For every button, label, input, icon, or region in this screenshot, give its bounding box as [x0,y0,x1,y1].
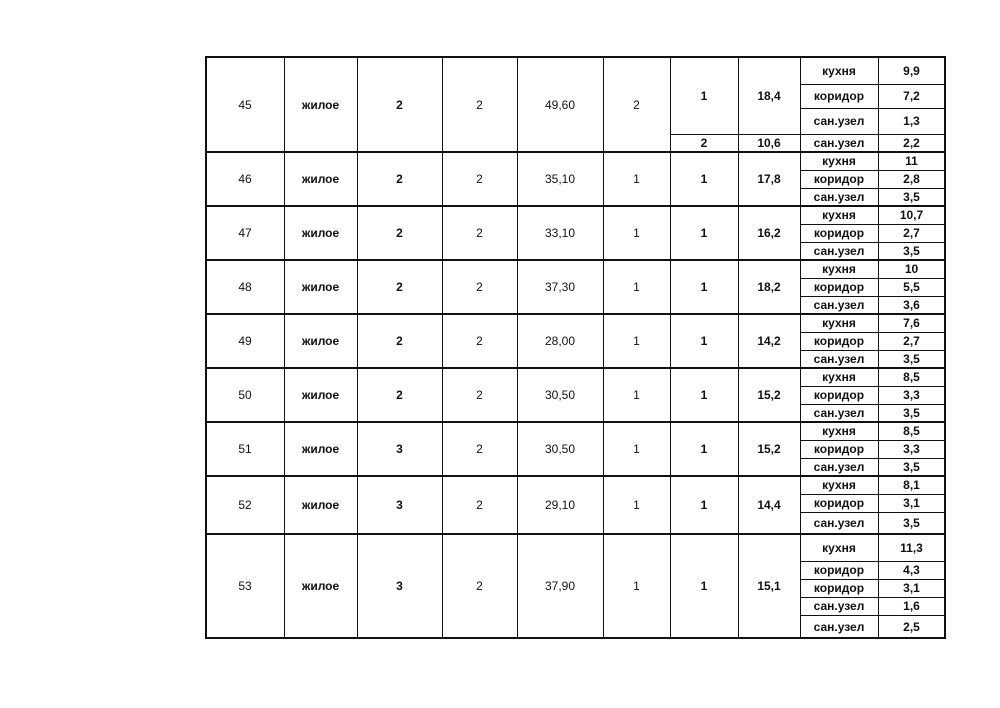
premises-type: жилое [301,226,340,240]
living-room-number: 1 [700,442,708,456]
living-room-area: 15,2 [757,388,781,402]
column-4-value: 2 [476,388,483,402]
aux-room-name: кухня [822,316,856,330]
aux-room-name: сан.узел [813,298,865,312]
aux-room-area: 3,5 [903,352,920,366]
floor-value: 3 [396,442,403,456]
apartment-number: 49 [238,334,252,348]
living-room-area: 14,2 [757,334,781,348]
aux-room-name: кухня [822,208,856,222]
aux-room-area: 7,2 [903,89,920,103]
aux-room-area: 1,3 [903,114,920,128]
column-4-value: 2 [476,226,483,240]
aux-room-area: 8,5 [903,370,920,384]
aux-room-name: кухня [822,262,856,276]
floor-value: 2 [396,388,403,402]
aux-room-name: сан.узел [813,352,865,366]
room-count: 1 [633,280,640,294]
aux-room-name: коридор [813,388,865,402]
living-room-number: 1 [700,388,708,402]
living-room-number: 1 [700,280,708,294]
aux-room-area: 2,8 [903,172,920,186]
aux-room-name: коридор [813,334,865,348]
aux-room-name: сан.узел [813,136,865,150]
aux-room-area: 3,1 [903,496,920,510]
total-area: 33,10 [544,226,576,240]
room-count: 1 [633,388,640,402]
premises-type: жилое [301,579,340,593]
column-4-value: 2 [476,579,483,593]
living-room-area: 17,8 [757,172,781,186]
aux-room-name: сан.узел [813,244,865,258]
apartment-number: 46 [238,172,252,186]
premises-type: жилое [301,280,340,294]
living-room-number: 1 [700,498,708,512]
aux-room-area: 3,5 [903,190,920,204]
aux-room-area: 11,3 [900,540,923,555]
aux-room-name: коридор [813,581,865,595]
aux-room-area: 10,7 [899,208,924,222]
living-room-area: 15,1 [757,579,781,593]
column-4-value: 2 [476,442,483,456]
floor-value: 2 [396,280,403,294]
aux-room-name: кухня [822,154,856,168]
premises-type: жилое [301,498,340,512]
aux-room-area: 2,2 [903,136,920,150]
living-room-area: 15,2 [757,442,781,456]
floor-value: 2 [396,172,403,186]
room-count: 2 [633,97,640,112]
floor-value: 2 [396,97,403,112]
aux-room-name: сан.узел [813,599,865,613]
aux-room-name: сан.узел [813,460,865,474]
room-count: 1 [633,172,640,186]
aux-room-area: 3,6 [903,298,920,312]
room-count: 1 [633,442,640,456]
living-room-number: 1 [700,334,708,348]
premises-type: жилое [301,172,340,186]
aux-room-area: 2,5 [903,619,920,634]
room-count: 1 [633,579,640,593]
aux-room-name: кухня [822,370,856,384]
aux-room-area: 3,3 [903,442,920,456]
aux-room-area: 3,3 [903,388,920,402]
premises-type: жилое [301,388,340,402]
aux-room-name: сан.узел [813,619,865,634]
aux-room-name: кухня [822,63,856,78]
aux-room-area: 3,5 [903,244,920,258]
apartment-number: 50 [238,388,252,402]
living-room-number: 1 [700,579,708,593]
living-room-area: 14,4 [757,498,781,512]
aux-room-name: коридор [813,280,865,294]
aux-room-area: 4,3 [903,563,920,577]
aux-room-area: 1,6 [903,599,920,613]
apartment-number: 53 [238,579,252,593]
aux-room-area: 2,7 [903,334,920,348]
living-room-number: 2 [700,136,708,150]
floor-value: 3 [396,498,403,512]
aux-room-area: 11 [905,154,918,168]
living-room-area: 18,2 [757,280,781,294]
aux-room-name: коридор [813,226,865,240]
aux-room-name: кухня [822,478,856,492]
room-count: 1 [633,334,640,348]
aux-room-area: 3,5 [903,516,920,530]
aux-room-area: 7,6 [903,316,920,330]
total-area: 29,10 [544,498,576,512]
aux-room-name: коридор [813,89,865,103]
apartment-number: 47 [238,226,252,240]
column-4-value: 2 [476,334,483,348]
aux-room-name: коридор [813,563,865,577]
living-room-number: 1 [700,226,708,240]
floor-value: 3 [396,579,403,593]
aux-room-area: 10 [904,262,919,276]
aux-room-name: кухня [822,540,856,555]
aux-room-area: 3,5 [903,460,920,474]
room-count: 1 [633,226,640,240]
total-area: 37,30 [544,280,576,294]
column-4-value: 2 [476,498,483,512]
premises-type: жилое [301,334,340,348]
apartment-number: 48 [238,280,252,294]
total-area: 30,50 [544,388,576,402]
premises-type: жилое [301,442,340,456]
apartment-number: 51 [238,442,252,456]
aux-room-name: сан.узел [813,114,865,128]
total-area: 35,10 [544,172,576,186]
premises-type: жилое [301,97,340,112]
total-area: 37,90 [544,579,576,593]
living-room-area: 18,4 [757,88,781,103]
apartment-number: 52 [238,498,252,512]
floor-value: 2 [396,226,403,240]
aux-room-area: 3,5 [903,406,920,420]
apartment-number: 45 [238,97,252,112]
aux-room-name: коридор [813,442,865,456]
total-area: 30,50 [544,442,576,456]
column-4-value: 2 [476,97,483,112]
total-area: 28,00 [544,334,576,348]
aux-room-name: сан.узел [813,190,865,204]
aux-room-area: 5,5 [903,280,920,294]
living-room-number: 1 [700,172,708,186]
aux-room-name: сан.узел [813,406,865,420]
living-room-number: 1 [700,88,708,103]
aux-room-area: 8,1 [903,478,920,492]
column-4-value: 2 [476,172,483,186]
aux-room-name: сан.узел [813,516,865,530]
aux-room-name: кухня [822,424,856,438]
column-4-value: 2 [476,280,483,294]
aux-room-area: 3,1 [903,581,920,595]
living-room-area: 16,2 [757,226,781,240]
aux-room-area: 9,9 [903,63,920,78]
floor-value: 2 [396,334,403,348]
aux-room-area: 2,7 [903,226,920,240]
aux-room-name: коридор [813,496,865,510]
aux-room-area: 8,5 [903,424,920,438]
living-room-area: 10,6 [757,136,781,150]
aux-room-name: коридор [813,172,865,186]
total-area: 49,60 [544,97,576,112]
room-count: 1 [633,498,640,512]
